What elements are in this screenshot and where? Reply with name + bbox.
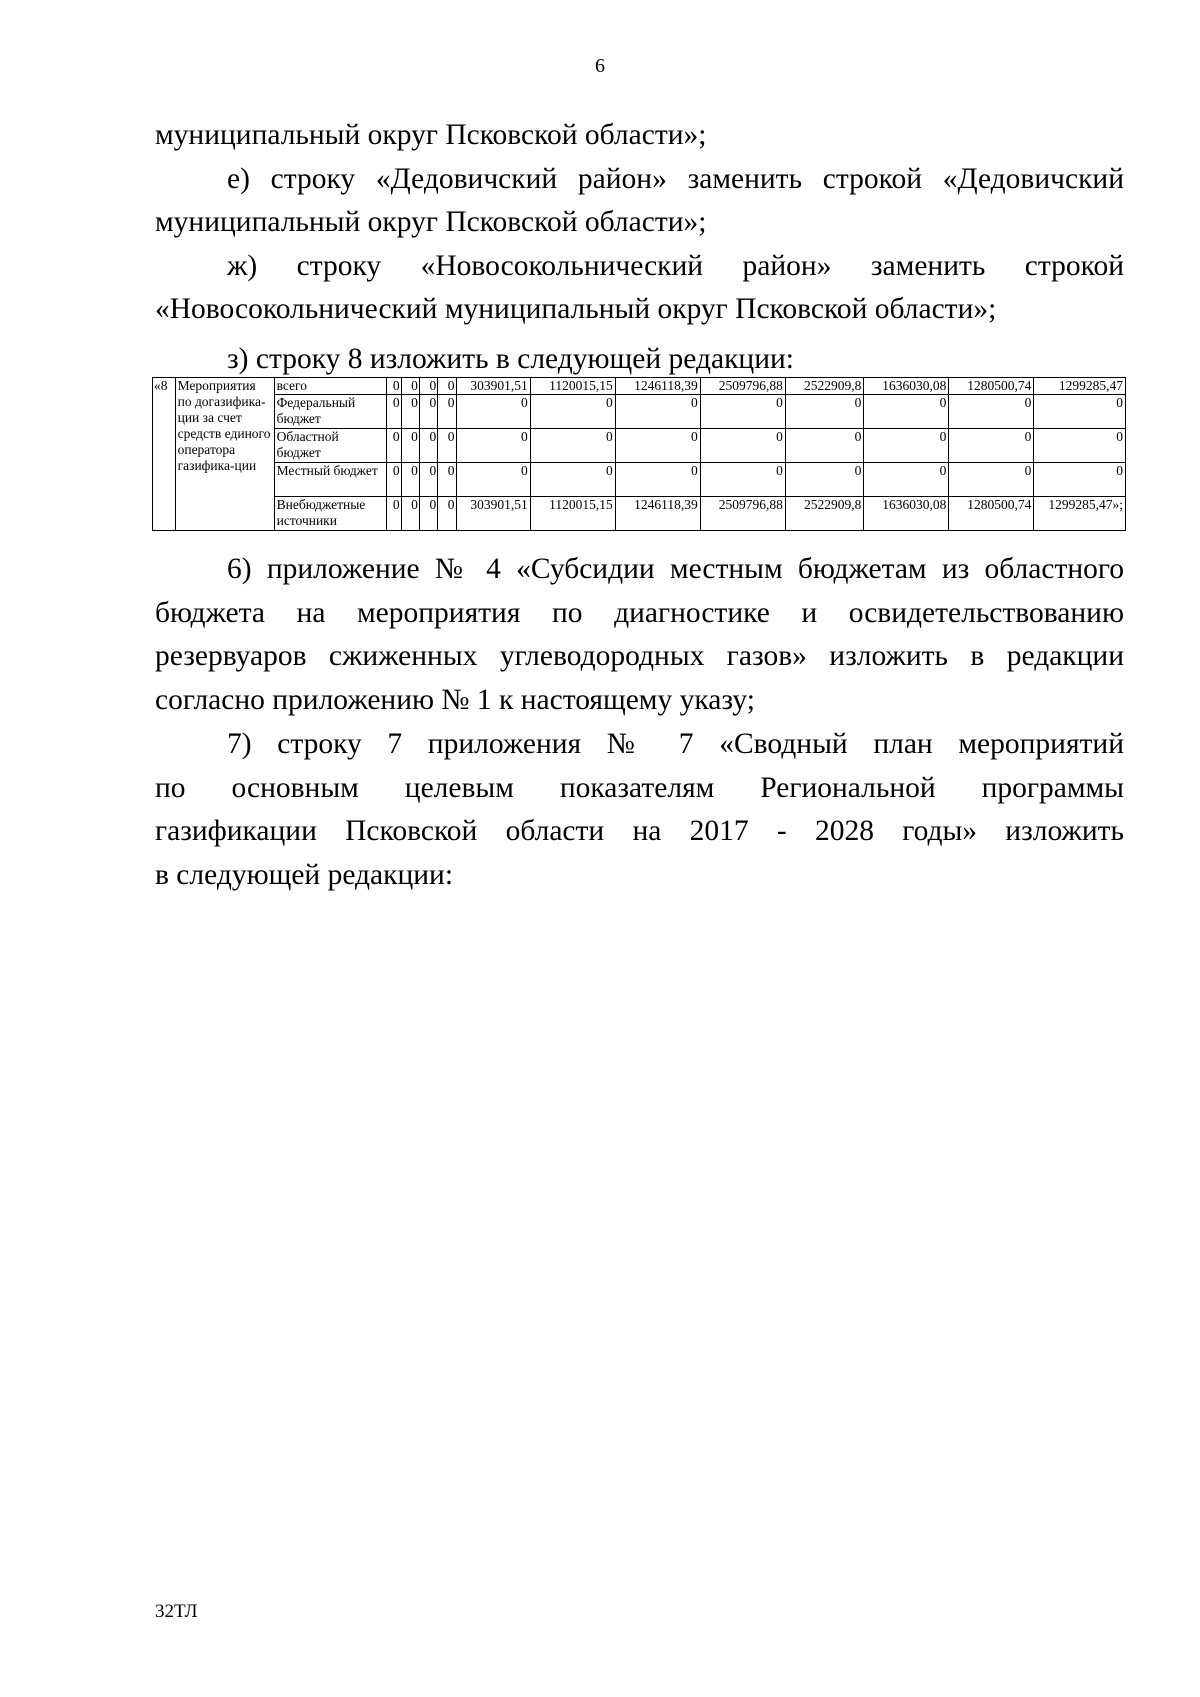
value-cell: 0 xyxy=(456,395,530,429)
value-cell: 2509796,88 xyxy=(700,378,785,395)
value-cell: 0 xyxy=(530,429,615,463)
value-cell: 0 xyxy=(530,463,615,497)
value-cell: 0 xyxy=(700,463,785,497)
value-cell: 303901,51 xyxy=(456,378,530,395)
value-cell: 0 xyxy=(419,378,437,395)
value-cell: 2522909,8 xyxy=(785,378,864,395)
text-line: в следующей редакции: xyxy=(155,858,454,891)
table-row xyxy=(153,429,1126,463)
text-line: е) строку «Дедовичский район» заменить строкой «Дедовичский xyxy=(227,162,1124,195)
table-row xyxy=(153,395,1126,429)
value-cell: 1299285,47 xyxy=(1034,378,1126,395)
value-cell: 0 xyxy=(949,429,1034,463)
value-cell: 0 xyxy=(864,395,949,429)
funding-source-cell: Областной бюджет xyxy=(274,429,386,463)
value-cell: 0 xyxy=(419,429,437,463)
value-cell: 303901,51 xyxy=(456,497,530,531)
value-cell: 0 xyxy=(615,463,700,497)
value-cell: 0 xyxy=(386,378,401,395)
value-cell: 0 xyxy=(1034,463,1126,497)
value-cell: 0 xyxy=(419,395,437,429)
value-cell: 2522909,8 xyxy=(785,497,864,531)
value-cell: 0 xyxy=(438,429,456,463)
value-cell: 1120015,15 xyxy=(530,378,615,395)
value-cell: 1299285,47»; xyxy=(1034,497,1126,531)
value-cell: 0 xyxy=(864,463,949,497)
value-cell: 0 xyxy=(456,463,530,497)
value-cell: 0 xyxy=(864,429,949,463)
paragraph-6 xyxy=(155,548,1124,722)
text-line: по основным целевым показателям Региональной программы xyxy=(155,771,1124,804)
paragraph-7 xyxy=(155,723,1124,897)
text-line: резервуаров сжиженных углеводородных газов» изложить в редакции xyxy=(155,640,1124,672)
value-cell: 1280500,74 xyxy=(949,378,1034,395)
table-row xyxy=(153,463,1126,497)
value-cell: 0 xyxy=(419,497,437,531)
value-cell: 1246118,39 xyxy=(615,378,700,395)
table-intro-text xyxy=(155,338,1124,382)
text-line: муниципальный округ Псковской области»; xyxy=(155,206,707,238)
table-row xyxy=(153,378,1126,395)
value-cell: 0 xyxy=(700,429,785,463)
value-cell: 1636030,08 xyxy=(864,497,949,531)
value-cell: 0 xyxy=(949,463,1034,497)
amendment-intro-text xyxy=(155,114,1124,332)
text-line: з) строку 8 изложить в следующей редакции: xyxy=(227,343,794,375)
value-cell: 1636030,08 xyxy=(864,378,949,395)
value-cell: 0 xyxy=(1034,395,1126,429)
financing-table xyxy=(152,377,1126,531)
funding-source-cell: Внебюджетные источники xyxy=(274,497,386,531)
value-cell: 0 xyxy=(615,395,700,429)
row-number-cell: «8 xyxy=(153,378,176,531)
funding-source-cell: Местный бюджет xyxy=(274,463,386,497)
text-line: газификации Псковской области на 2017 - 2028 годы» изложить xyxy=(155,815,1124,847)
text-line: ж) строку «Новосокольнический район» заменить строкой xyxy=(227,249,1124,282)
value-cell: 0 xyxy=(401,429,419,463)
text-line: «Новосокольнический муниципальный округ Псковской области»; xyxy=(155,293,997,325)
value-cell: 0 xyxy=(401,497,419,531)
value-cell: 0 xyxy=(949,395,1034,429)
value-cell: 0 xyxy=(401,378,419,395)
text-line: муниципальный округ Псковской области»; xyxy=(155,119,707,151)
text-line: согласно приложению № 1 к настоящему указу; xyxy=(155,683,755,716)
value-cell: 1280500,74 xyxy=(949,497,1034,531)
value-cell: 0 xyxy=(785,395,864,429)
value-cell: 0 xyxy=(386,395,401,429)
value-cell: 0 xyxy=(438,463,456,497)
value-cell: 0 xyxy=(438,378,456,395)
value-cell: 0 xyxy=(386,497,401,531)
text-line: 7) строку 7 приложения № 7 «Сводный план мероприятий xyxy=(227,728,1124,760)
value-cell: 0 xyxy=(700,395,785,429)
funding-source-cell: всего xyxy=(274,378,386,395)
value-cell: 0 xyxy=(615,429,700,463)
value-cell: 0 xyxy=(386,463,401,497)
value-cell: 1246118,39 xyxy=(615,497,700,531)
value-cell: 0 xyxy=(401,395,419,429)
text-line: 6) приложение № 4 «Субсидии местным бюджетам из областного xyxy=(227,553,1124,585)
table-row xyxy=(153,497,1126,531)
value-cell: 0 xyxy=(386,429,401,463)
text-line: бюджета на мероприятия по диагностике и освидетельствованию xyxy=(155,596,1124,629)
value-cell: 0 xyxy=(438,395,456,429)
value-cell: 0 xyxy=(401,463,419,497)
document-code: 32ТЛ xyxy=(155,1601,198,1622)
value-cell: 0 xyxy=(419,463,437,497)
value-cell: 1120015,15 xyxy=(530,497,615,531)
value-cell: 0 xyxy=(438,497,456,531)
value-cell: 2509796,88 xyxy=(700,497,785,531)
funding-source-cell: Федеральный бюджет xyxy=(274,395,386,429)
value-cell: 0 xyxy=(785,463,864,497)
activity-name-cell: Мероприятия по догазифика-ции за счет средств единого оператора газифика-ции xyxy=(175,378,274,531)
value-cell: 0 xyxy=(785,429,864,463)
value-cell: 0 xyxy=(456,429,530,463)
value-cell: 0 xyxy=(530,395,615,429)
page-number: 6 xyxy=(595,55,605,77)
value-cell: 0 xyxy=(1034,429,1126,463)
